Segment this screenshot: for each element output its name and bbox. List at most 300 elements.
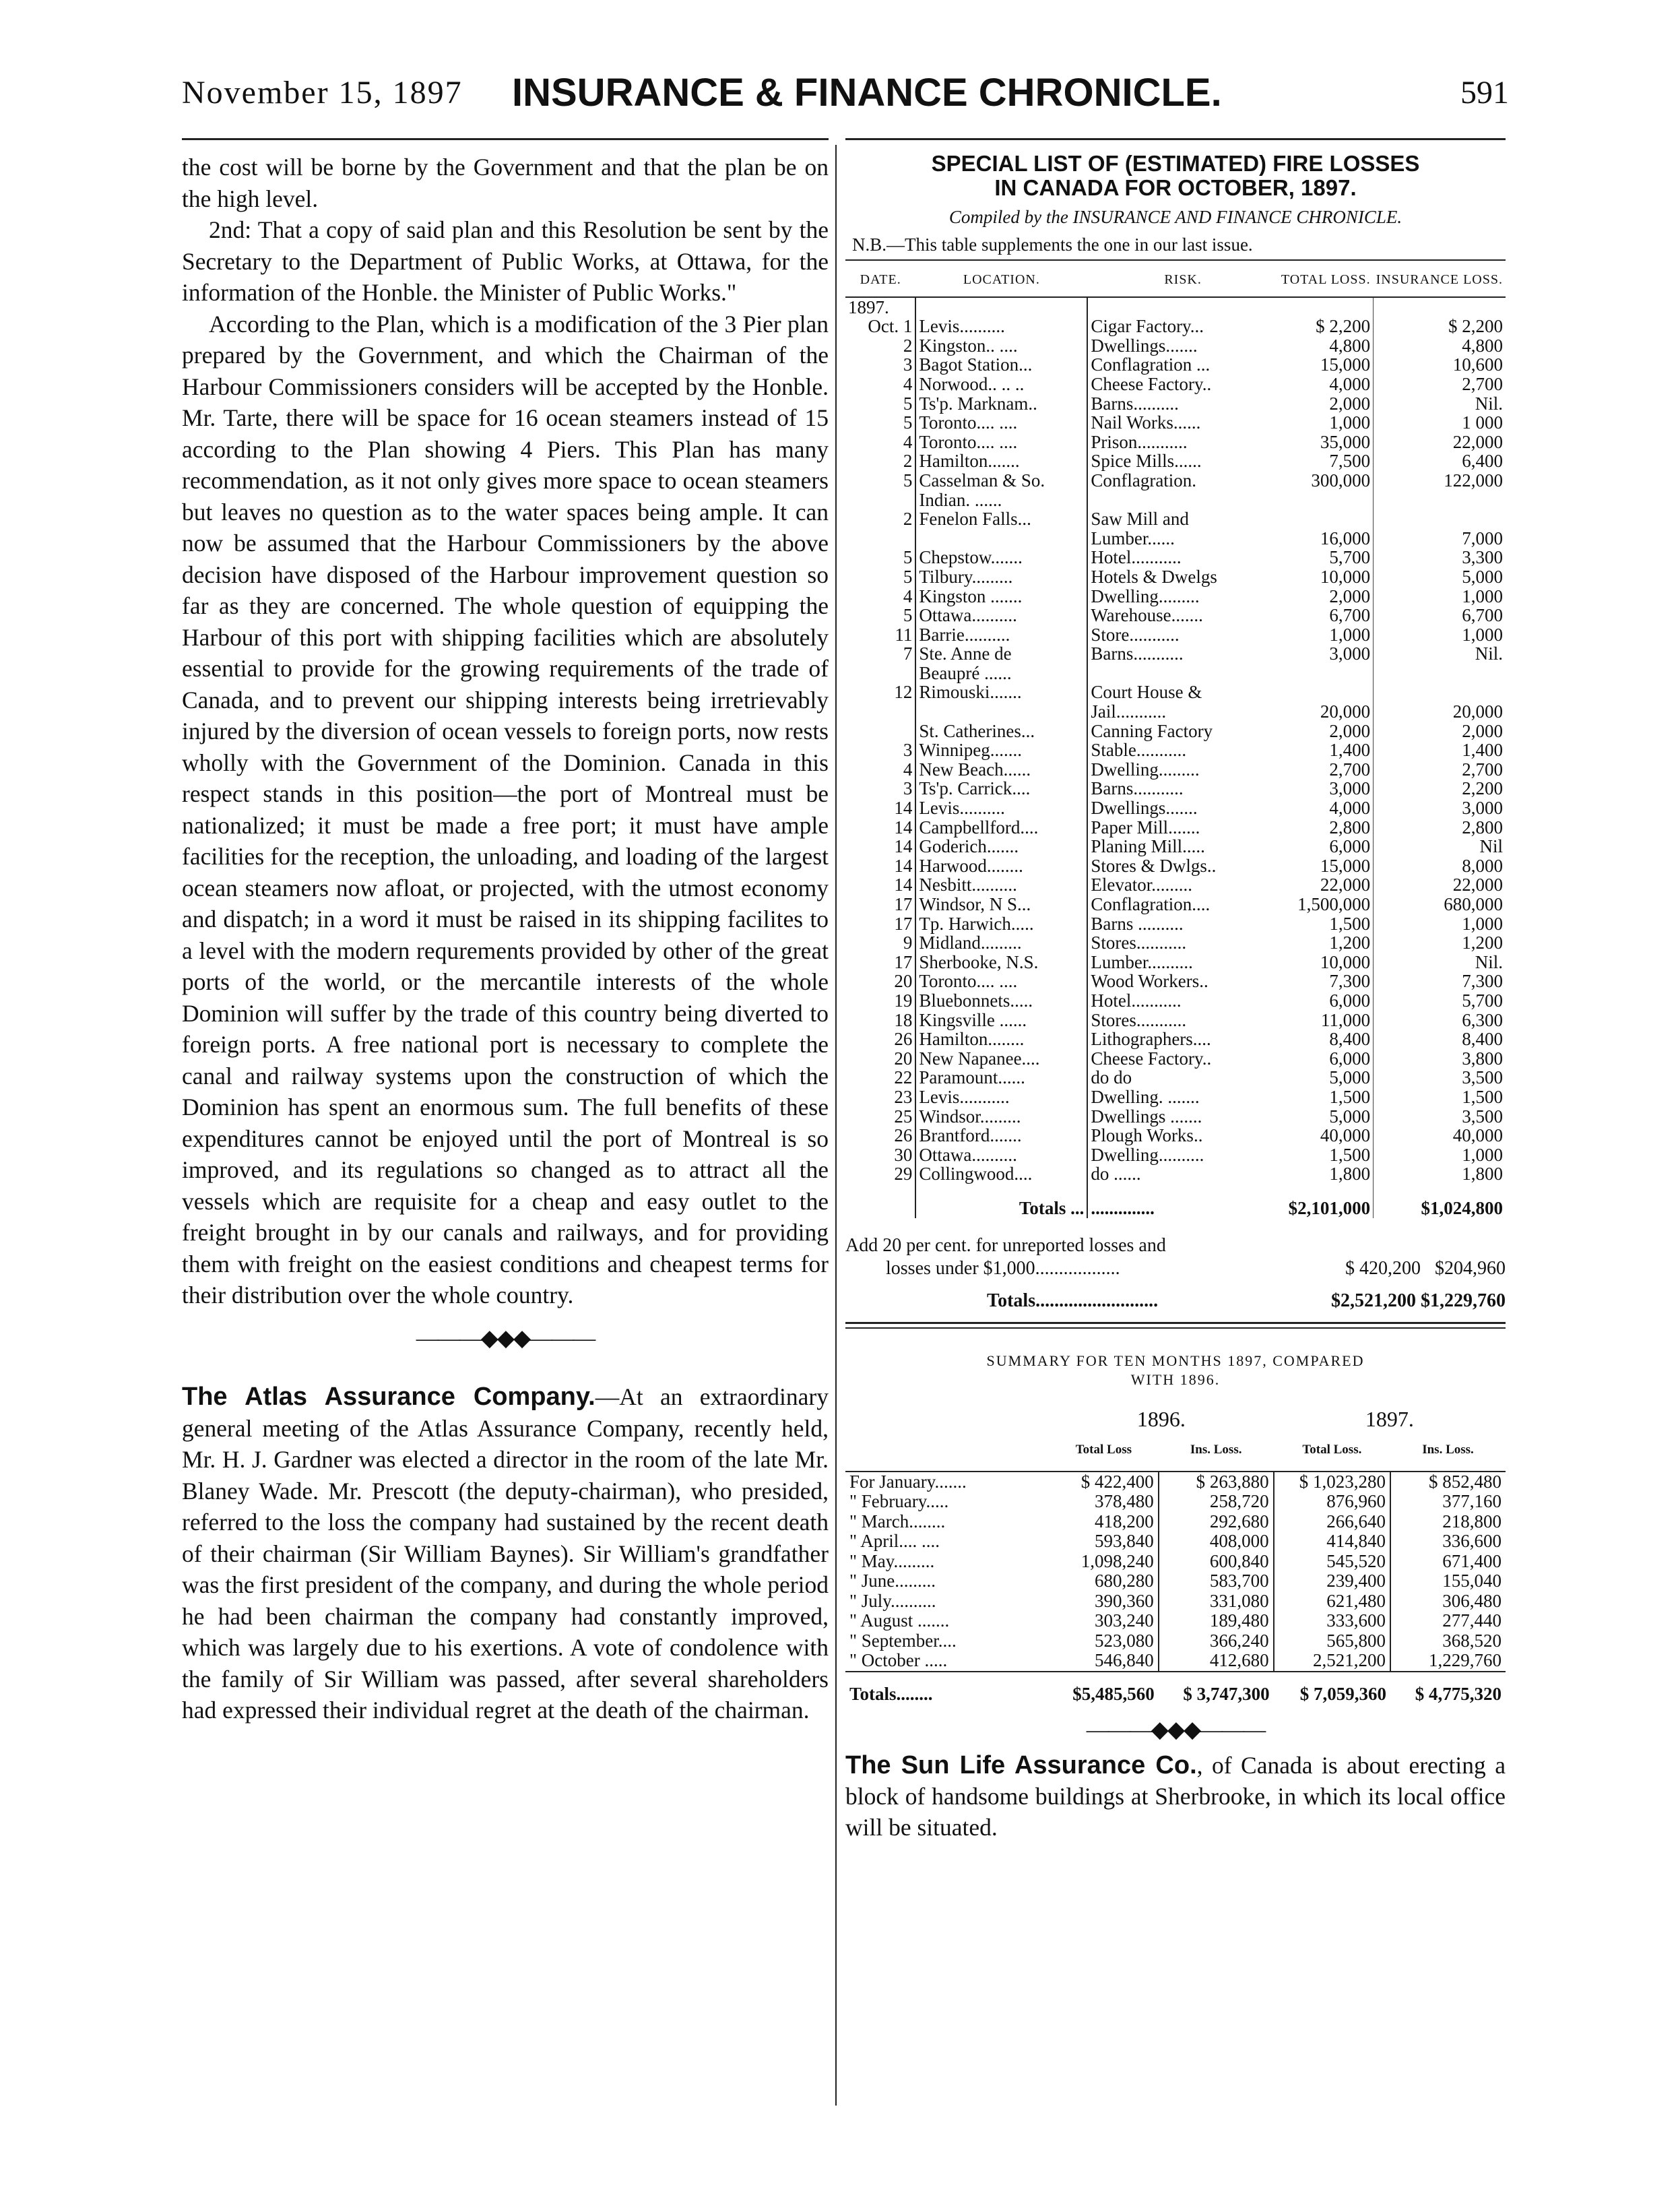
loss-date: 11 (845, 625, 915, 645)
add-ins: $204,960 (1435, 1257, 1506, 1279)
loss-total: 5,000 (1329, 1106, 1371, 1127)
loss-row (845, 779, 1506, 798)
loss-row (845, 702, 1506, 722)
sun-life-paragraph (845, 1750, 1506, 1843)
loss-location: Norwood.. .. .. (915, 375, 1087, 394)
add-line2: losses under $1,000.................. (886, 1257, 1120, 1279)
loss-location: Paramount...... (915, 1068, 1087, 1087)
loss-date: 14 (845, 856, 915, 876)
loss-insurance: 7,300 (1374, 972, 1506, 991)
summary-ins-1897: $ 852,480 (1390, 1472, 1506, 1492)
loss-date: 4 (845, 375, 915, 394)
summary-title-line2: WITH 1896. (1130, 1370, 1221, 1388)
table-header-row (845, 260, 1506, 297)
loss-total: 4,000 (1329, 798, 1371, 819)
loss-location: Ottawa.......... (915, 1145, 1087, 1165)
loss-date: 5 (845, 548, 915, 567)
loss-total: 6,000 (1329, 990, 1371, 1011)
loss-total: 1,000 (1329, 412, 1371, 433)
loss-row (845, 625, 1506, 645)
loss-location: Chepstow....... (915, 548, 1087, 567)
loss-date: 3 (845, 355, 915, 375)
loss-location: Ottawa.......... (915, 606, 1087, 625)
loss-date: 25 (845, 1107, 915, 1127)
loss-location: New Napanee.... (915, 1049, 1087, 1069)
summary-total-1897: 876,960 (1274, 1492, 1390, 1512)
summary-ins-1896: 292,680 (1159, 1512, 1274, 1532)
loss-insurance: 1,200 (1374, 933, 1506, 953)
loss-insurance: 3,800 (1374, 1049, 1506, 1069)
loss-risk: Barns........... (1091, 643, 1184, 664)
loss-location: Brantford....... (915, 1126, 1087, 1145)
summary-month: " February..... (849, 1491, 949, 1511)
summary-row (845, 1472, 1506, 1492)
loss-insurance: 7,000 (1374, 529, 1506, 548)
loss-row (845, 760, 1506, 780)
loss-total: 7,300 (1329, 971, 1371, 992)
loss-insurance: 3,500 (1374, 1068, 1506, 1087)
loss-insurance: 2,700 (1374, 760, 1506, 780)
summary-title (845, 1352, 1506, 1389)
loss-row (845, 818, 1506, 838)
sun-life-heading: The Sun Life Assurance Co. (845, 1751, 1197, 1779)
loss-total: 22,000 (1320, 875, 1371, 895)
loss-location: Barrie.......... (915, 625, 1087, 645)
loss-date: 5 (845, 606, 915, 625)
loss-location: Nesbitt.......... (915, 875, 1087, 895)
loss-total (1279, 509, 1374, 529)
loss-date (845, 722, 915, 741)
loss-date: 7 (845, 644, 915, 664)
loss-insurance (1374, 664, 1506, 683)
loss-date: 5 (845, 567, 915, 587)
loss-insurance (1374, 683, 1506, 702)
year-label: 1897. (845, 297, 915, 317)
loss-row (845, 548, 1506, 567)
summary-totals-label: Totals........ (845, 1672, 1049, 1705)
loss-insurance: Nil. (1374, 644, 1506, 664)
add-line1: Add 20 per cent. for unreported losses and (845, 1234, 1166, 1256)
loss-total: 15,000 (1320, 855, 1371, 876)
summary-ins-1897: 155,040 (1390, 1571, 1506, 1591)
loss-date: 4 (845, 760, 915, 780)
loss-insurance: 1,500 (1374, 1087, 1506, 1107)
loss-row (845, 933, 1506, 953)
summary-ins-1897: 377,160 (1390, 1492, 1506, 1512)
summary-month: " September.... (849, 1630, 957, 1651)
loss-risk: Hotel........... (1091, 990, 1182, 1011)
loss-location: Ts'p. Carrick.... (915, 779, 1087, 798)
loss-total: 4,000 (1329, 373, 1371, 394)
double-rule (845, 1322, 1506, 1324)
summary-total-1897: $ 7,059,360 (1274, 1672, 1390, 1705)
loss-total: $ 2,200 (1316, 316, 1371, 337)
summary-total-1896: 1,098,240 (1080, 1550, 1154, 1571)
loss-risk: Nail Works...... (1091, 412, 1201, 433)
double-rule-2 (845, 1327, 1506, 1329)
loss-date: 4 (845, 433, 915, 452)
summary-ins-1896: 331,080 (1159, 1591, 1274, 1612)
summary-ins-1896: $ 263,880 (1159, 1472, 1274, 1492)
loss-row (845, 1068, 1506, 1087)
loss-location: Ste. Anne de (915, 644, 1087, 664)
loss-risk: Stores........... (1091, 933, 1187, 953)
year-1896: 1896. (1136, 1406, 1186, 1431)
loss-row (845, 856, 1506, 876)
loss-location (915, 529, 1087, 548)
loss-date: 29 (845, 1164, 915, 1184)
loss-location: New Beach...... (915, 760, 1087, 780)
loss-risk: Saw Mill and (1091, 509, 1189, 530)
loss-total: 1,500,000 (1297, 894, 1371, 914)
summary-table (845, 1406, 1506, 1705)
summary-ins-1897: 1,229,760 (1390, 1651, 1506, 1672)
loss-date: 14 (845, 837, 915, 856)
loss-location: Windsor, N S... (915, 895, 1087, 914)
sub-total-loss-1896: Total Loss (1049, 1440, 1159, 1472)
summary-month: " May......... (849, 1550, 935, 1571)
totals-total: $2,101,000 (1288, 1197, 1371, 1218)
summary-total-1897: 266,640 (1274, 1512, 1390, 1532)
summary-total-1897: 545,520 (1274, 1552, 1390, 1572)
loss-row (845, 664, 1506, 683)
loss-row (845, 375, 1506, 394)
loss-date: 18 (845, 1011, 915, 1030)
loss-location: St. Catherines... (915, 722, 1087, 741)
loss-insurance: 1 000 (1374, 413, 1506, 433)
summary-ins-1896: $ 3,747,300 (1159, 1672, 1274, 1705)
loss-location: Kingston.. .... (915, 336, 1087, 356)
loss-insurance: Nil. (1374, 953, 1506, 972)
summary-row (845, 1631, 1506, 1651)
loss-insurance: 5,000 (1374, 567, 1506, 587)
loss-insurance: 40,000 (1374, 1126, 1506, 1145)
loss-row (845, 914, 1506, 934)
loss-row (845, 991, 1506, 1011)
adjustment-block (845, 1234, 1506, 1313)
add-total: $ 420,200 (1345, 1257, 1421, 1279)
right-column (845, 152, 1506, 1867)
loss-insurance: 2,200 (1374, 779, 1506, 798)
loss-row (845, 317, 1506, 336)
compiled-by: Compiled by the INSURANCE AND FINANCE CHRONICLE. (948, 207, 1402, 227)
loss-risk: Lumber...... (1091, 528, 1175, 548)
loss-date: 17 (845, 895, 915, 914)
loss-row (845, 1030, 1506, 1049)
loss-date: 12 (845, 683, 915, 702)
loss-risk: do ...... (1091, 1164, 1141, 1184)
summary-total-1896: 390,360 (1094, 1590, 1154, 1611)
sun-life-text: , of Canada is about erecting a block of handsome buildings at Sherbrooke, in which its local office will be situated. (845, 1752, 1506, 1841)
loss-risk (1087, 491, 1279, 510)
loss-total: 2,800 (1329, 817, 1371, 838)
loss-insurance: 22,000 (1374, 875, 1506, 895)
summary-total-1897: 621,480 (1274, 1591, 1390, 1612)
loss-row (845, 1049, 1506, 1069)
loss-location: Fenelon Falls... (915, 509, 1087, 529)
loss-insurance (1374, 491, 1506, 510)
loss-date: 3 (845, 740, 915, 760)
summary-ins-1897: 218,800 (1390, 1512, 1506, 1532)
summary-row (845, 1651, 1506, 1672)
loss-location: Tilbury......... (915, 567, 1087, 587)
summary-row (845, 1512, 1506, 1532)
summary-total-1896: 593,840 (1094, 1531, 1154, 1551)
loss-date: 14 (845, 875, 915, 895)
loss-date: 20 (845, 1049, 915, 1069)
summary-ins-1897: 277,440 (1390, 1611, 1506, 1631)
totals-ins: $1,024,800 (1374, 1184, 1506, 1218)
loss-row (845, 953, 1506, 972)
loss-total: 40,000 (1320, 1125, 1371, 1146)
loss-location: Indian. ...... (915, 491, 1087, 510)
loss-total (1279, 491, 1374, 510)
loss-insurance: 10,600 (1374, 355, 1506, 375)
loss-total: 5,000 (1329, 1067, 1371, 1088)
loss-row (845, 491, 1506, 510)
loss-total (1279, 683, 1374, 702)
loss-date: 14 (845, 818, 915, 838)
loss-row (845, 413, 1506, 433)
loss-total: 1,200 (1329, 933, 1371, 953)
loss-row (845, 683, 1506, 702)
loss-date: 23 (845, 1087, 915, 1107)
loss-insurance: 2,000 (1374, 722, 1506, 741)
loss-risk: Store........... (1091, 624, 1180, 645)
loss-total: 1,500 (1329, 913, 1371, 934)
summary-total-1896: 680,280 (1094, 1571, 1154, 1591)
sub-ins-loss-1897: Ins. Loss. (1390, 1440, 1506, 1472)
loss-location: Campbellford.... (915, 818, 1087, 838)
paragraph: the cost will be borne by the Government and that the plan be on the high level. (182, 154, 829, 212)
loss-risk: do do (1091, 1067, 1132, 1088)
loss-insurance: Nil (1374, 837, 1506, 856)
loss-location: Collingwood.... (915, 1164, 1087, 1184)
loss-date: 17 (845, 914, 915, 934)
summary-total-1896: $5,485,560 (1049, 1672, 1159, 1705)
year-1897: 1897. (1365, 1406, 1414, 1431)
summary-ins-1896: 366,240 (1159, 1631, 1274, 1651)
summary-month: " July.......... (849, 1590, 936, 1611)
grand-ins: $1,229,760 (1421, 1290, 1506, 1311)
loss-location: Toronto.... .... (915, 413, 1087, 433)
loss-risk: Planing Mill..... (1091, 836, 1205, 857)
loss-date: 5 (845, 394, 915, 414)
loss-location: Beaupré ...... (915, 664, 1087, 683)
loss-risk: Dwelling......... (1091, 759, 1200, 780)
loss-row (845, 433, 1506, 452)
loss-risk: Prison........... (1091, 431, 1188, 452)
summary-total-1896: 523,080 (1094, 1630, 1154, 1651)
loss-total: 11,000 (1320, 1009, 1371, 1030)
col-total-loss: TOTAL LOSS. (1279, 260, 1374, 297)
loss-total: 6,000 (1329, 836, 1371, 857)
loss-total: 2,000 (1329, 720, 1371, 741)
loss-date: 30 (845, 1145, 915, 1165)
loss-total: 1,500 (1329, 1086, 1371, 1107)
summary-row (845, 1492, 1506, 1512)
loss-location: Levis.......... (915, 317, 1087, 336)
loss-location: Windsor......... (915, 1107, 1087, 1127)
summary-total-1897: 239,400 (1274, 1571, 1390, 1591)
header-rule-left (182, 138, 829, 140)
loss-date: 19 (845, 991, 915, 1011)
loss-location: Levis........... (915, 1087, 1087, 1107)
loss-insurance: 3,500 (1374, 1107, 1506, 1127)
loss-row (845, 740, 1506, 760)
loss-insurance: 1,800 (1374, 1164, 1506, 1184)
summary-month: " August ....... (849, 1610, 950, 1631)
loss-risk: Elevator......... (1091, 875, 1193, 895)
summary-total-1897: $ 1,023,280 (1274, 1472, 1390, 1492)
loss-risk: Stores........... (1091, 1009, 1187, 1030)
col-date: DATE. (845, 260, 915, 297)
losses-title-line2: IN CANADA FOR OCTOBER, 1897. (994, 175, 1357, 200)
section-ornament: ———◆◆◆——— (1086, 1717, 1265, 1742)
summary-ins-1896: 412,680 (1159, 1651, 1274, 1672)
summary-ins-1896: 258,720 (1159, 1492, 1274, 1512)
summary-row (845, 1611, 1506, 1631)
grand-total-label: Totals.......................... (987, 1290, 1159, 1311)
loss-risk: Warehouse....... (1091, 605, 1203, 626)
loss-insurance: 22,000 (1374, 433, 1506, 452)
loss-total: 16,000 (1320, 528, 1371, 548)
loss-risk: Wood Workers.. (1091, 971, 1208, 992)
fire-losses-table (845, 259, 1506, 1218)
loss-total: 3,000 (1329, 643, 1371, 664)
loss-location: Tp. Harwich..... (915, 914, 1087, 934)
loss-location: Levis.......... (915, 798, 1087, 818)
summary-ins-1897: 368,520 (1390, 1631, 1506, 1651)
loss-location: Rimouski....... (915, 683, 1087, 702)
loss-risk: Stable........... (1091, 740, 1187, 761)
loss-row (845, 394, 1506, 414)
loss-risk: Hotels & Dwelgs (1091, 566, 1217, 587)
col-insurance-loss: INSURANCE LOSS. (1374, 260, 1506, 297)
summary-ins-1897: 336,600 (1390, 1531, 1506, 1552)
loss-risk: Conflagration.... (1091, 894, 1211, 914)
loss-insurance: 6,700 (1374, 606, 1506, 625)
loss-total: 7,500 (1329, 451, 1371, 472)
loss-total: 8,400 (1329, 1029, 1371, 1050)
summary-total-1896: 418,200 (1094, 1511, 1154, 1531)
loss-insurance: 8,000 (1374, 856, 1506, 876)
loss-risk: Lithographers.... (1091, 1029, 1211, 1050)
paragraph: According to the Plan, which is a modification of the 3 Pier plan prepared by the Government, and which the Chairman of the Harbour Commissioners considers will be accepted by the Honble. Mr. Tarte, there will be space for 16 ocean steamers instead of 15 according to the Plan showing 4 Piers. This Plan has many recommendation, as it not only gives more space to ocean steamers but leaves no question as to the water spaces being ample. It can now be assumed that the Harbour Commissioners by the above decision have disposed of the Harbour improvement question so far as they are concerned. The whole question of equipping the Harbour of this port with shipping facilities which are absolutely essential to provide for the growing requirements of the trade of Canada, and to prevent our shipping interests being irretrievably injured by the diversion of ocean vessels to foreign ports, now rests wholly with the Government of the Dominion. Canada in this respect stands in this position—the port of Montreal must be nationalized; it must be made a free port; it must have ample facilities for the reception, the unloading, and loading of the largest ocean steamers now afloat, or projected, with the utmost economy and dispatch; in a word it must be raised in its shipping facilites to a level with the modern requrements provided by other of the great ports of the world, or the mercantile interests of the whole Dominion will suffer by the trade of this country being diverted to foreign ports. A free national port is necessary to complete the canal and railway systems upon the construction of which the Dominion has spent an enormous sum. The full benefits of these expenditures cannot be enjoyed until the port of Montreal is so improved, and its regulations so changed as to attract all the vessels which are requisite for a cheap and easy outlet to the freight brought in by our canals and railways, and for providing them with freight on the easiest conditions and cheapest terms for their distribution over the whole country. (182, 310, 829, 1308)
loss-risk: Stores & Dwlgs.. (1091, 855, 1217, 876)
losses-totals-row (845, 1184, 1506, 1218)
summary-ins-1897: $ 4,775,320 (1390, 1672, 1506, 1705)
loss-insurance: 1,400 (1374, 740, 1506, 760)
loss-row (845, 644, 1506, 664)
loss-row (845, 837, 1506, 856)
loss-location: Sherbooke, N.S. (915, 953, 1087, 972)
page-number: 591 (1460, 75, 1509, 110)
loss-total: 1,500 (1329, 1144, 1371, 1165)
loss-total: 6,700 (1329, 605, 1371, 626)
atlas-heading: The Atlas Assurance Company. (182, 1383, 595, 1411)
loss-location: Bagot Station... (915, 355, 1087, 375)
loss-location: Bluebonnets..... (915, 991, 1087, 1011)
summary-total-1897: 414,840 (1274, 1531, 1390, 1552)
loss-row (845, 471, 1506, 491)
summary-total-1896: 378,480 (1094, 1491, 1154, 1511)
loss-date: 2 (845, 336, 915, 356)
loss-risk: Dwelling.......... (1091, 1144, 1204, 1165)
loss-insurance: 3,000 (1374, 798, 1506, 818)
loss-insurance: 1,000 (1374, 1145, 1506, 1165)
loss-total: 1,000 (1329, 624, 1371, 645)
loss-row (845, 355, 1506, 375)
loss-risk: Barns .......... (1091, 913, 1184, 934)
loss-location: Winnipeg....... (915, 740, 1087, 760)
loss-insurance: 1,000 (1374, 625, 1506, 645)
loss-location: Hamilton....... (915, 451, 1087, 471)
loss-risk: Plough Works.. (1091, 1125, 1203, 1146)
summary-total-1897: 2,521,200 (1274, 1651, 1390, 1672)
loss-location: Kingston ....... (915, 587, 1087, 606)
loss-insurance: 122,000 (1374, 471, 1506, 491)
loss-risk: Cheese Factory.. (1091, 373, 1212, 394)
page-header (135, 71, 1509, 135)
loss-risk: Dwelling. ....... (1091, 1086, 1200, 1107)
loss-total (1279, 664, 1374, 683)
table-note: N.B.—This table supplements the one in our last issue. (852, 234, 1253, 255)
loss-row (845, 798, 1506, 818)
summary-total-1896: $ 422,400 (1080, 1471, 1154, 1492)
summary-row (845, 1591, 1506, 1612)
summary-month: " June......... (849, 1571, 936, 1591)
loss-row (845, 587, 1506, 606)
summary-month: " March........ (849, 1511, 946, 1531)
loss-risk: Court House & (1091, 682, 1202, 703)
totals-blank (845, 1184, 915, 1218)
summary-month: For January....... (849, 1471, 967, 1492)
loss-date: 17 (845, 953, 915, 972)
loss-date: 26 (845, 1030, 915, 1049)
loss-total: 2,700 (1329, 759, 1371, 780)
loss-date: 2 (845, 451, 915, 471)
loss-date: 2 (845, 509, 915, 529)
loss-row (845, 1087, 1506, 1107)
loss-date (845, 702, 915, 722)
loss-risk: Cheese Factory.. (1091, 1048, 1212, 1069)
loss-location (915, 702, 1087, 722)
loss-date: Oct. 1 (845, 317, 915, 336)
loss-risk (1087, 664, 1279, 683)
loss-risk: Dwellings ....... (1091, 1106, 1202, 1127)
header-rule-right (845, 138, 1506, 140)
loss-risk: Cigar Factory... (1091, 316, 1204, 337)
loss-risk: Lumber.......... (1091, 951, 1193, 972)
loss-row (845, 336, 1506, 356)
column-divider (835, 145, 837, 2106)
summary-ins-1896: 600,840 (1159, 1552, 1274, 1572)
loss-date: 4 (845, 587, 915, 606)
loss-location: Toronto.... .... (915, 433, 1087, 452)
summary-body (845, 1472, 1506, 1672)
loss-total: 1,400 (1329, 740, 1371, 761)
loss-total: 300,000 (1311, 470, 1371, 491)
loss-insurance: 6,300 (1374, 1011, 1506, 1030)
loss-risk: Spice Mills...... (1091, 451, 1202, 472)
summary-total-1897: 565,800 (1274, 1631, 1390, 1651)
loss-date (845, 664, 915, 683)
loss-insurance: 680,000 (1374, 895, 1506, 914)
loss-total: 3,000 (1329, 778, 1371, 799)
summary-month: " October ..... (849, 1650, 948, 1670)
loss-date (845, 529, 915, 548)
